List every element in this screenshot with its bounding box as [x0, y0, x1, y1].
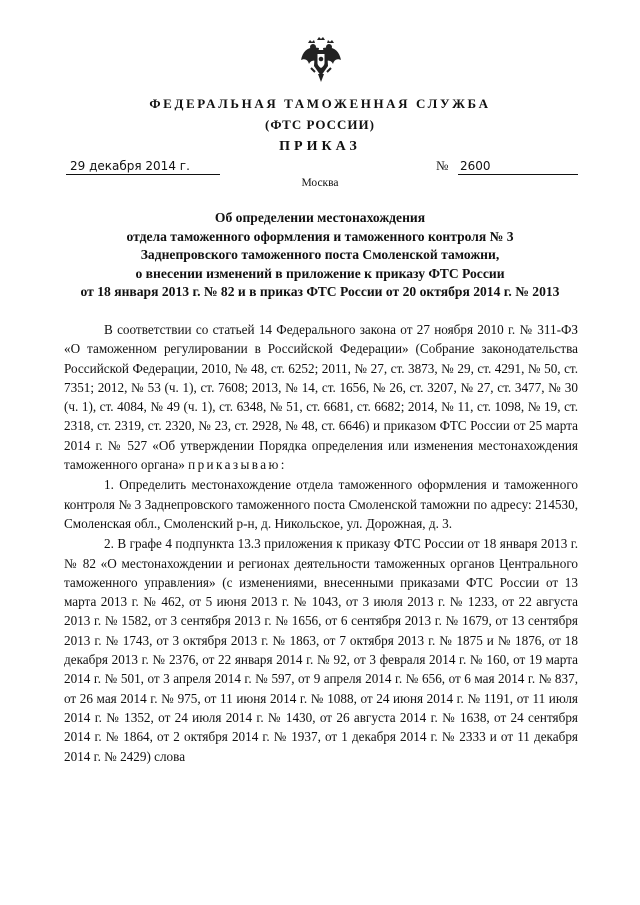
order-number: 2600 — [458, 158, 578, 175]
title-line: о внесении изменений в приложение к приказу ФТС России — [135, 265, 505, 281]
document-type: ПРИКАЗ — [279, 139, 361, 154]
agency-abbreviation: (ФТС РОССИИ) — [265, 117, 375, 132]
agency-name: ФЕДЕРАЛЬНАЯ ТАМОЖЕННАЯ СЛУЖБА — [149, 96, 491, 111]
order-verb: приказываю — [188, 457, 281, 473]
clause-2-paragraph: 2. В графе 4 подпункта 13.3 приложения к приказу ФТС России от 18 января 2013 г. № 82 «О местонахождении и регионах деятельности таможенных органов Центрального таможенного управления» (с изменениями, внесенными приказами ФТС России от 13 марта 2013 г. № 462, от 5 июня 2013 г. № 1043, от 3 июля 2013 г. № 1233, от 22 августа 2013 г. № 1582, от 3 сентября 2013 г. № 1656, от 6 сентября 2013 г. № 1679, от 13 сентября 2013 г. № 1743, от 3 октября 2013 г. № 1863, от 7 октября 2013 г. № 1875 и № 1876, от 18 декабря 2013 г. № 2376, от 22 января 2014 г. № 92, от 3 февраля 2014 г. № 160, от 19 марта 2014 г. № 501, от 3 апреля 2014 г. № 597, от 9 апреля 2014 г. № 656, от 6 мая 2014 г. № 837, от 26 мая 2014 г. № 975, от 11 июня 2014 г. № 1088, от 24 июня 2014 г. № 1191, от 11 июля 2014 г. № 1352, от 24 июля 2014 г. № 1430, от 26 августа 2014 г. № 1638, от 24 сентября 2014 г. № 1864, от 2 октября 2014 г. № 1937, от 1 декабря 2014 г. № 2333 и от 11 декабря 2014 г. № 2429) слова — [64, 536, 578, 764]
preamble-paragraph: В соответствии со статьей 14 Федерального закона от 27 ноября 2010 г. № 311-ФЗ «О таможенном регулировании в Российской Федерации» (Собрание законодательства Российской Федерации, 2010, № 48, ст. 6252; 2011, № 27, ст. 3873, № 29, ст. 4291, № 50, ст. 7351; 2012, № 53 (ч. 1), ст. 7608; 2013, № 14, ст. 1656, № 26, ст. 3207, № 27, ст. 3477, № 30 (ч. 1), ст. 4084, № 49 (ч. 1), ст. 6348, № 51, ст. 6681, ст. 6682; 2014, № 11, ст. 1098, № 19, ст. 2318, ст. 2319, ст. 2320, № 23, ст. 2928, № 48, ст. 6646) и приказом ФТС России от 25 марта 2014 г. № 527 «Об утверждении Порядка определения или изменения местонахождения таможенного органа» приказываю: — [64, 322, 578, 473]
coat-of-arms-icon — [299, 36, 343, 82]
title-line: отдела таможенного оформления и таможенного контроля № 3 — [126, 228, 514, 244]
title-line: Об определении местонахождения — [214, 210, 426, 225]
title-line: от 18 января 2013 г. № 82 и в приказ ФТС России от 20 октября 2014 г. № 2013 — [80, 284, 560, 299]
order-date: 29 декабря 2014 г. — [66, 158, 220, 175]
clause-1-paragraph: 1. Определить местонахождение отдела таможенного оформления и таможенного контроля № 3 Заднепровского таможенного поста Смоленской таможни по адресу: 214530, Смоленская обл., Смоленский р-н, д. Никольское, ул. Дорожная, д. 3. — [64, 477, 578, 531]
preamble-text: В соответствии со статьей 14 Федерального закона от 27 ноября 2010 г. № 311-ФЗ «О таможенном регулировании в Российской Федерации» (Собрание законодательства Российской Федерации, 2010, № 48, ст. 6252; 2011, № 27, ст. 3873, № 29, ст. 4291, № 50, ст. 7351; 2012, № 53 (ч. 1), ст. 7608; 2013, № 14, ст. 1656, № 26, ст. 3207, № 27, ст. 3477, № 30 (ч. 1), ст. 4084, № 49 (ч. 1), ст. 6348, № 51, ст. 6681, ст. 6682; 2014, № 11, ст. 1098, № 19, ст. 2318, ст. 2319, ст. 2320, № 23, ст. 2928, № 48, ст. 6646) и приказом ФТС России от 25 марта 2014 г. № 527 «Об утверждении Порядка определения или изменения местонахождения таможенного органа» — [64, 322, 578, 473]
title-line: Заднепровского таможенного поста Смоленской таможни, — [140, 247, 500, 262]
issue-city: Москва — [301, 177, 339, 189]
order-number-sign: № — [436, 158, 449, 173]
document-title — [40, 209, 600, 302]
document-body — [64, 320, 578, 766]
